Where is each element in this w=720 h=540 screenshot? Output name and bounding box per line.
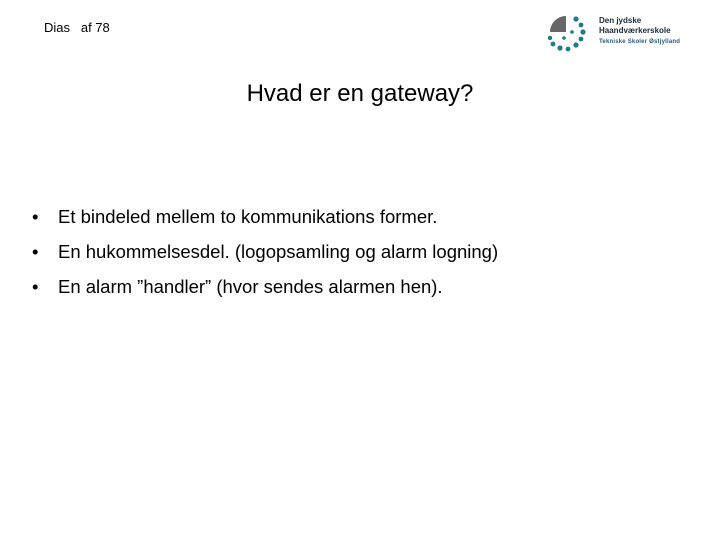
bullet-list bbox=[32, 204, 498, 309]
logo-mark-icon bbox=[542, 10, 598, 54]
slide-title: Hvad er en gateway? bbox=[246, 80, 474, 107]
bullet-text: En hukommelsesdel. (logopsamling og alarm logning) bbox=[58, 241, 499, 262]
list-item bbox=[32, 239, 498, 274]
bullet-text: Et bindeled mellem to kommunikations former. bbox=[58, 206, 438, 227]
list-item bbox=[32, 204, 498, 239]
bullet-icon: • bbox=[32, 276, 39, 297]
logo-subtitle: Tekniske Skoler Østjylland bbox=[599, 39, 681, 45]
school-logo bbox=[542, 10, 684, 54]
logo-name-line1: Den jydske bbox=[599, 16, 642, 25]
logo-name-line2: Haandværkerskole bbox=[599, 26, 671, 35]
list-item bbox=[32, 274, 498, 309]
bullet-icon: • bbox=[32, 241, 39, 262]
slide-counter: Dias af 78 bbox=[44, 20, 110, 35]
logo-school-name bbox=[599, 16, 671, 36]
bullet-text: En alarm ”handler” (hvor sendes alarmen hen). bbox=[58, 276, 443, 297]
bullet-icon: • bbox=[32, 206, 39, 227]
